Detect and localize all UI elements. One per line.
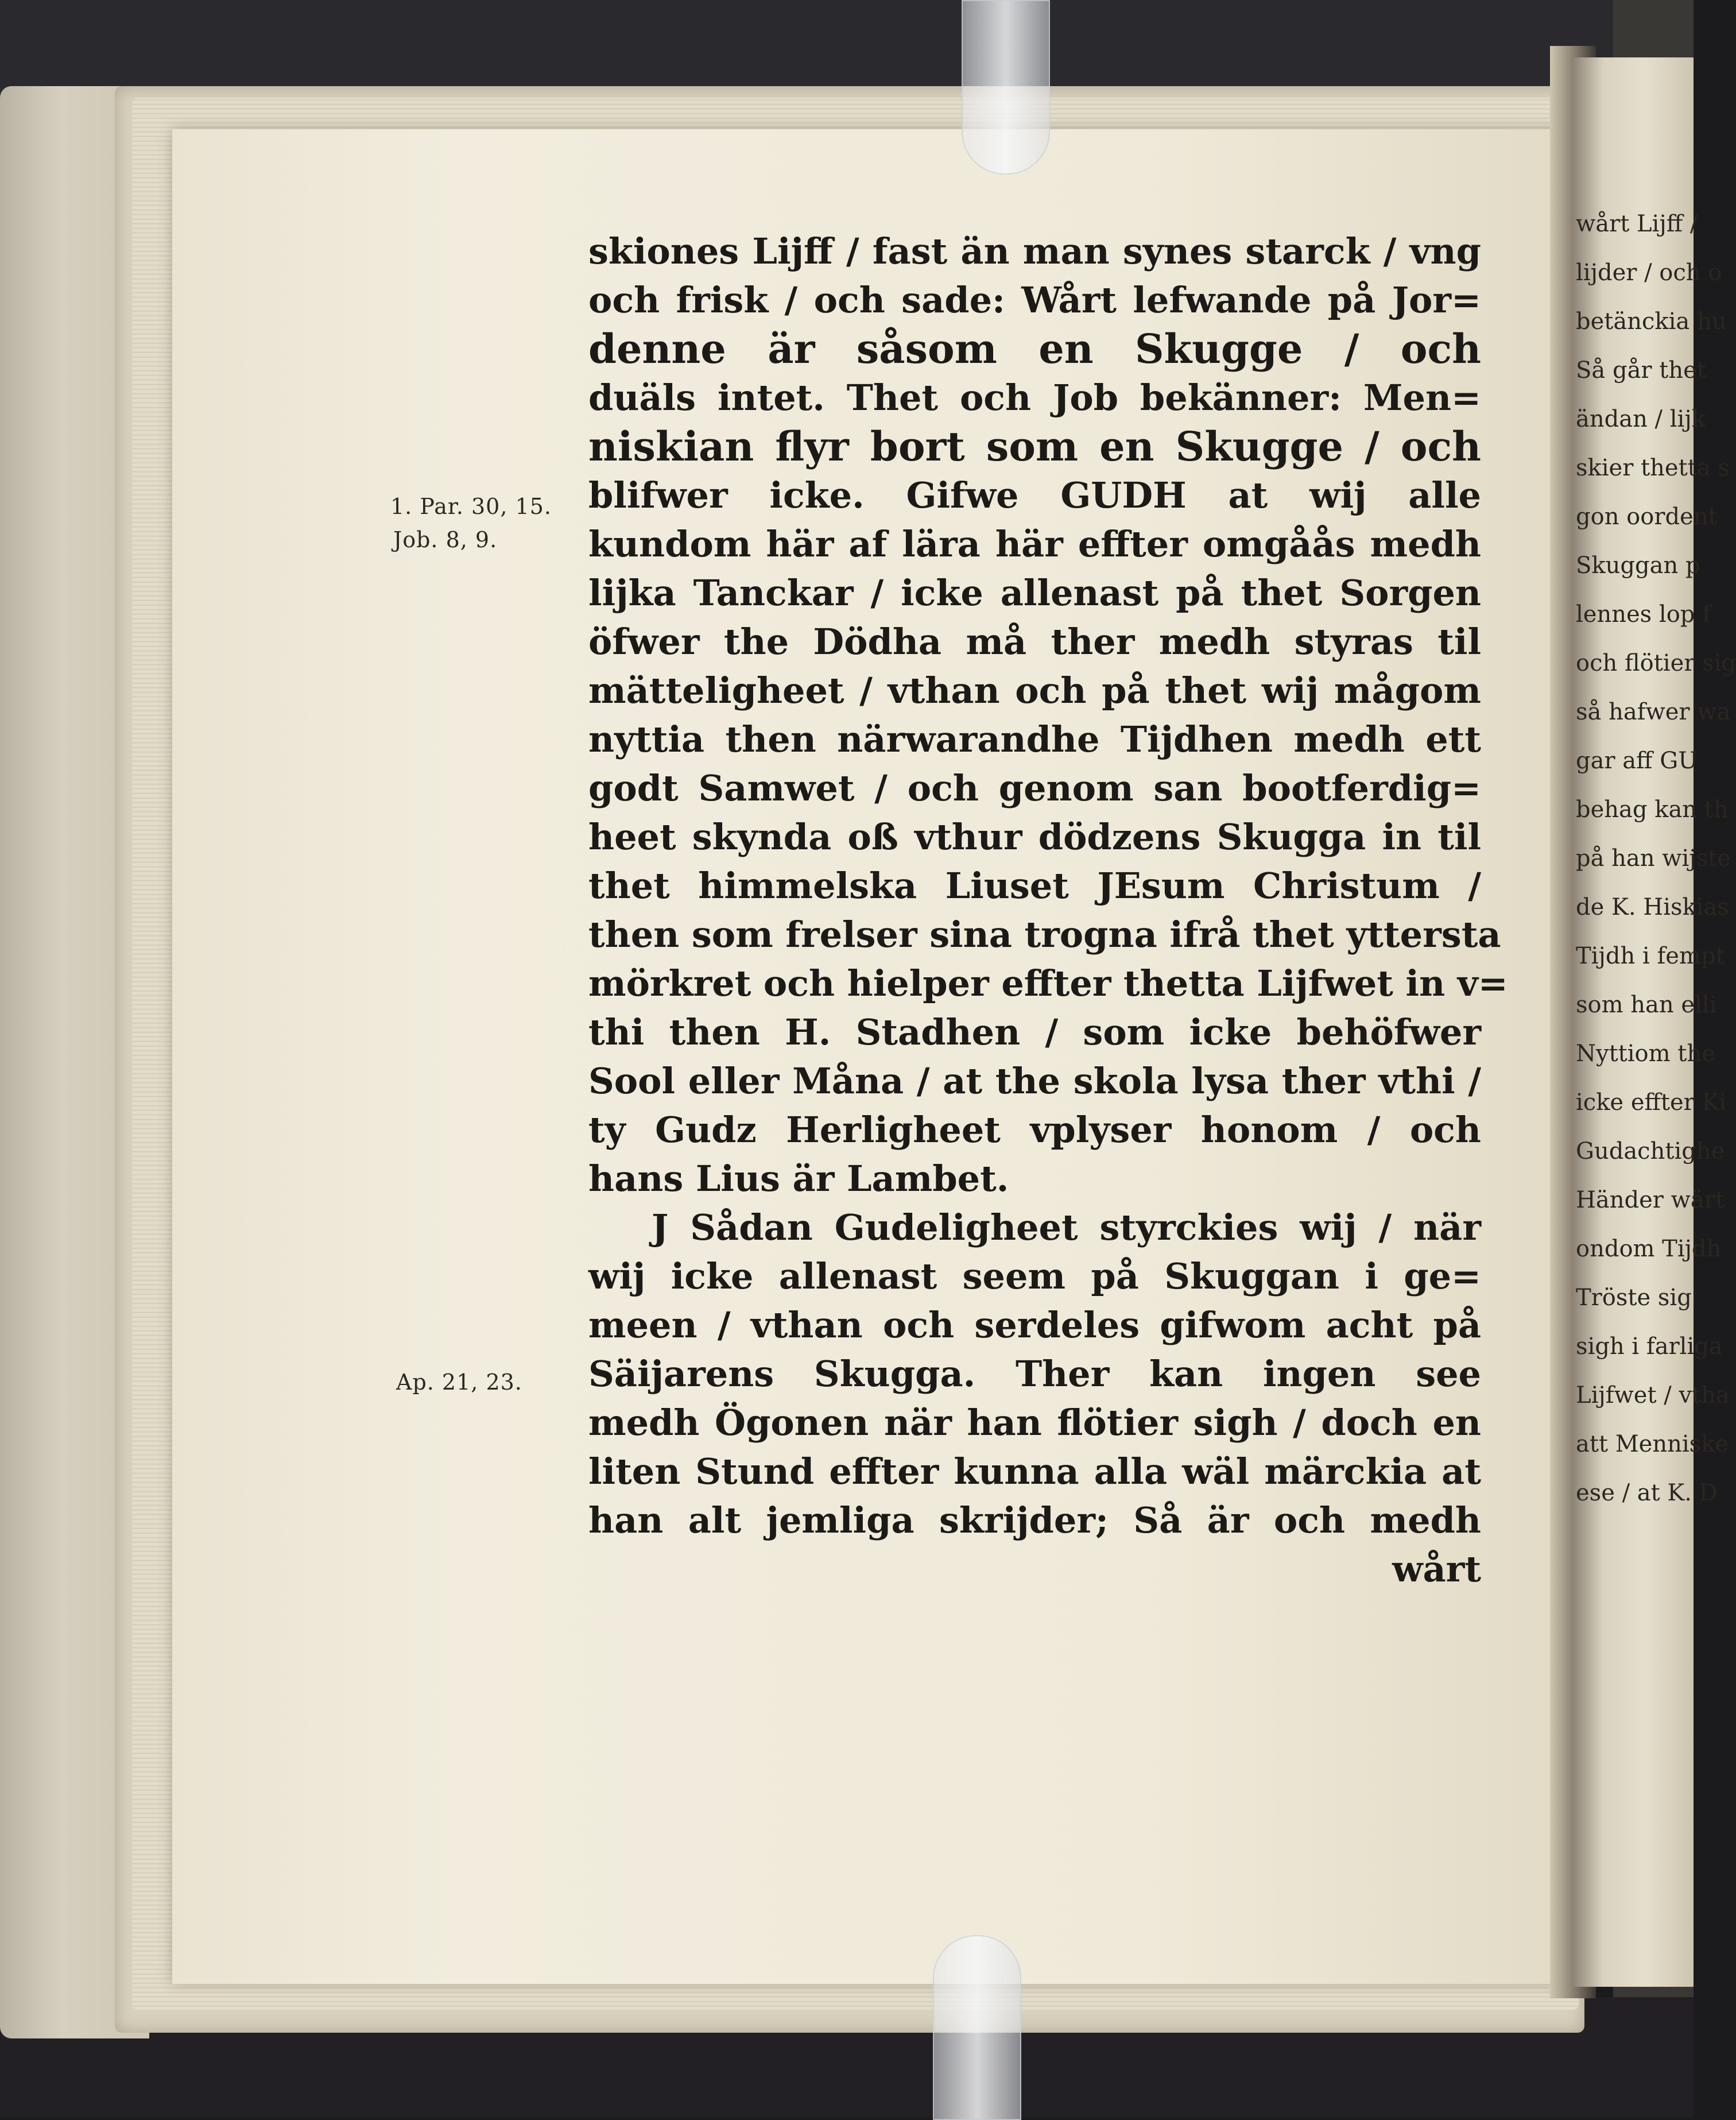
text-line: hans Lius är Lambet.	[588, 1158, 1009, 1200]
text-line: thet himmelska Liuset JEsum Christum /	[588, 865, 1481, 907]
next-page-line: lennes lop f	[1576, 601, 1711, 628]
next-page-line: att Menniske	[1576, 1431, 1729, 1457]
text-line: kundom här af lära här effter omgåås medh	[588, 523, 1481, 565]
text-line: meen / vthan och serdeles gifwom acht på	[588, 1304, 1481, 1346]
next-page-line: lijder / och o	[1576, 260, 1722, 286]
text-line: Sool eller Måna / at the skola lysa ther vthi /	[588, 1060, 1481, 1102]
next-page-line: Nyttiom the	[1576, 1040, 1715, 1067]
text-line: wij icke allenast seem på Skuggan i ge=	[588, 1255, 1481, 1297]
margin-reference: 1. Par. 30, 15.	[390, 494, 552, 519]
next-page-line: ondom Tijdh	[1576, 1236, 1722, 1262]
next-page-line: gon oordent	[1576, 504, 1718, 530]
text-line: then som frelser sina trogna ifrå thet yttersta	[588, 914, 1501, 955]
text-line: blifwer icke. Gifwe GUDH at wij alle	[588, 474, 1481, 516]
next-page-line: Så går thet	[1576, 357, 1706, 384]
text-line: mörkret och hielper effter thetta Lijfwet in v=	[588, 962, 1508, 1004]
text-line: ty Gudz Herligheet vplyser honom / och	[588, 1109, 1481, 1151]
catchword: wårt	[1392, 1548, 1481, 1590]
next-page-line: Tijdh i fempt	[1576, 943, 1725, 969]
right-page-edge	[1573, 57, 1736, 1987]
next-page-line: som han elli	[1576, 992, 1717, 1018]
text-line: niskian flyr bort som en Skugge / och	[588, 423, 1481, 470]
page-holder-clip-bottom	[933, 1935, 1021, 2120]
next-page-line: Tröste sig	[1576, 1285, 1692, 1311]
text-line: han alt jemliga skrijder; Så är och medh	[588, 1499, 1481, 1541]
text-line: lijka Tanckar / icke allenast på thet Sorgen	[588, 572, 1481, 614]
text-line: godt Samwet / och genom san bootferdig=	[588, 767, 1481, 809]
next-page-line: ändan / lijk	[1576, 406, 1706, 432]
next-page-line: Lijfwet / vtha	[1576, 1382, 1730, 1409]
next-page-line: Gudachtighe	[1576, 1138, 1725, 1165]
page-text	[588, 227, 1508, 1593]
text-line: mätteligheet / vthan och på thet wij mågom	[588, 670, 1481, 711]
next-page-line: sigh i farliga	[1576, 1333, 1723, 1360]
text-line: duäls intet. Thet och Job bekänner: Men=	[588, 377, 1481, 419]
next-page-line: de K. Hiskias	[1576, 894, 1729, 920]
text-line: thi then H. Stadhen / som icke behöfwer	[588, 1011, 1481, 1053]
text-line: Säijarens Skugga. Ther kan ingen see	[588, 1353, 1481, 1395]
text-line: heet skynda oß vthur dödzens Skugga in til	[588, 816, 1481, 858]
next-page-line: icke effter Ki	[1576, 1089, 1727, 1116]
next-page-line: skier thetta s	[1576, 455, 1730, 481]
next-page-line: på han wijste	[1576, 845, 1731, 872]
page-holder-clip-top	[962, 0, 1050, 175]
text-line: öfwer the Dödha må ther medh styras til	[588, 621, 1481, 663]
margin-reference: Ap. 21, 23.	[396, 1370, 522, 1395]
text-line: liten Stund effter kunna alla wäl märckia at	[588, 1450, 1481, 1492]
text-line: medh Ögonen när han flötier sigh / doch en	[588, 1402, 1481, 1444]
text-line: och frisk / och sade: Wårt lefwande på Jor=	[588, 279, 1481, 321]
next-page-line: gar aff GU	[1576, 748, 1698, 774]
text-line: skiones Lijff / fast än man synes starck / vng	[588, 230, 1481, 272]
next-page-line: ese / at K. D	[1576, 1480, 1718, 1506]
next-page-line: Skuggan p	[1576, 552, 1700, 579]
text-line: nyttia then närwarandhe Tijdhen medh ett	[588, 718, 1481, 760]
next-page-line: och flötier sig	[1576, 650, 1736, 676]
text-line: denne är såsom en Skugge / och	[588, 325, 1481, 373]
next-page-line: behag kan th	[1576, 796, 1729, 823]
margin-reference: Job. 8, 9.	[393, 527, 498, 552]
next-page-line: Händer wärt	[1576, 1187, 1725, 1213]
next-page-line: wårt Lijff /	[1576, 211, 1698, 237]
next-page-line: betänckia hu	[1576, 308, 1727, 335]
next-page-line: så hafwer wa	[1576, 699, 1731, 725]
text-line: J Sådan Gudeligheet styrckies wij / när	[652, 1206, 1481, 1248]
